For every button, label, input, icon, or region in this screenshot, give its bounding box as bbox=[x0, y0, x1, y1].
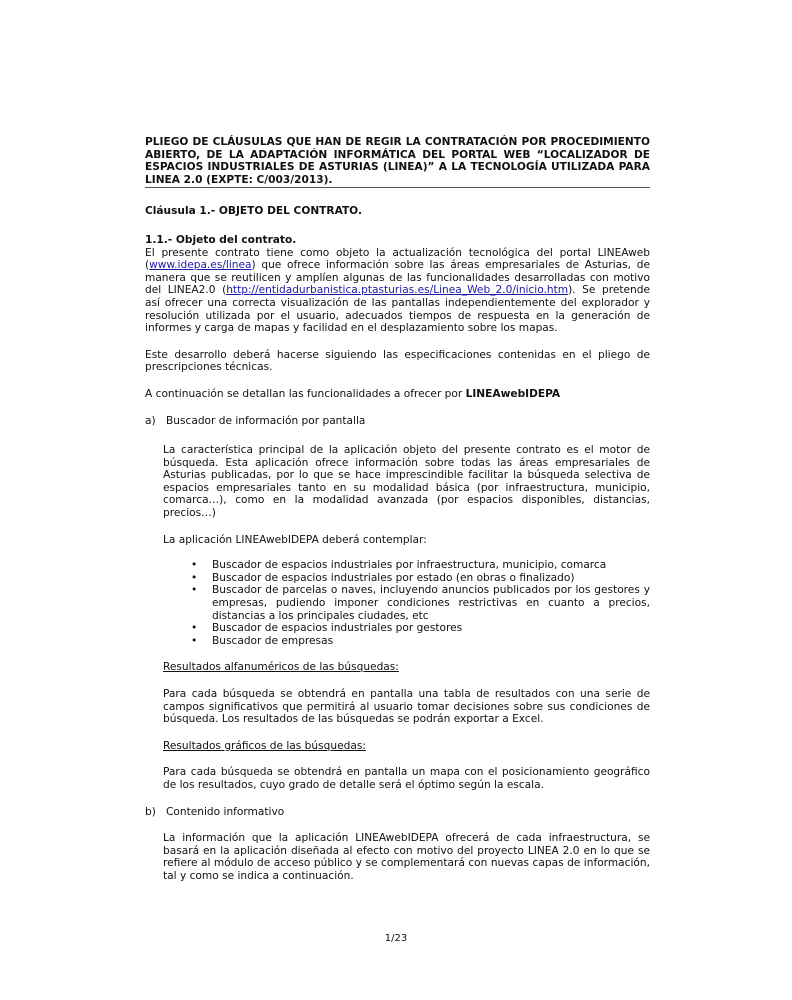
list-item-a bbox=[145, 415, 650, 428]
section-b-content bbox=[163, 832, 650, 882]
list-item bbox=[191, 571, 650, 585]
list-item bbox=[191, 622, 650, 635]
document-page bbox=[145, 136, 650, 883]
paragraph-graficos: Para cada búsqueda se obtendrá en pantalla un mapa con el posicionamiento geográfico de los resultados, cuyo grado de detalle será el óptimo según la escala. bbox=[163, 766, 650, 791]
section-heading: 1.1.- Objeto del contrato. bbox=[145, 233, 297, 246]
subsection-title-alfanumericos: Resultados alfanuméricos de las búsquedas: bbox=[163, 661, 399, 674]
paragraph-desarrollo: Este desarrollo deberá hacerse siguiendo las especificaciones contenidas en el pliego de prescripciones técnicas. bbox=[145, 348, 650, 374]
link-idepa[interactable]: www.idepa.es/linea bbox=[149, 259, 252, 272]
bullet-icon: • bbox=[191, 622, 198, 635]
paragraph-contenido: La información que la aplicación LINEAwebIDEPA ofrecerá de cada infraestructura, se basará en la aplicación diseñada al efecto con motivo del proyecto LINEA 2.0 en lo que se refiere al módulo de acceso público y se complementará con nuevas capas de información, tal y como se indica a continuación. bbox=[163, 832, 650, 882]
item-text: Buscador de información por pantalla bbox=[166, 414, 366, 427]
paragraph-alfanumericos: Para cada búsqueda se obtendrá en pantalla una tabla de resultados con una serie de campos significativos que permitirá al usuario tomar decisiones sobre sus condiciones de búsqueda. Los resultados de las búsquedas se podrán exportar a Excel. bbox=[163, 688, 650, 726]
bullet-icon: • bbox=[191, 634, 198, 647]
item-label: a) bbox=[145, 414, 156, 427]
list-item bbox=[191, 584, 650, 622]
list-item-text: Buscador de espacios industriales por infraestructura, municipio, comarca bbox=[212, 559, 607, 572]
list-item bbox=[191, 559, 650, 572]
item-text: Contenido informativo bbox=[166, 805, 285, 818]
list-item-text: Buscador de parcelas o naves, incluyendo anuncios publicados por los gestores y empresas, pudiendo imponer condiciones restrictivas en cuanto a precios, distancias a los principales ciudades, etc bbox=[212, 584, 650, 622]
document-title: PLIEGO DE CLÁUSULAS QUE HAN DE REGIR LA CONTRATACIÓN POR PROCEDIMIENTO ABIERTO, DE LA ADAPTACIÓN INFORMÁTICA DEL PORTAL WEB “LOCALIZADOR DE ESPACIOS INDUSTRIALES DE ASTURIAS (LINEA)” A LA TECNOLOGÍA UTILIZADA PARA LINEA 2.0 (EXPTE: C/003/2013). bbox=[145, 136, 650, 188]
paragraph-funcionalidades bbox=[145, 388, 650, 401]
clause-heading: Cláusula 1.- OBJETO DEL CONTRATO. bbox=[145, 205, 362, 218]
bullet-icon: • bbox=[191, 559, 198, 572]
bullet-icon: • bbox=[191, 584, 198, 597]
subsection-title-graficos: Resultados gráficos de las búsquedas: bbox=[163, 739, 366, 752]
text-span: A continuación se detallan las funcionalidades a ofrecer por bbox=[145, 387, 466, 400]
section-a-content bbox=[163, 444, 650, 791]
paragraph-contemplar: La aplicación LINEAwebIDEPA deberá contemplar: bbox=[163, 533, 427, 546]
text-span: El presente contrato tiene como objeto la actualización tecnológica del portal LINEAweb ( bbox=[145, 246, 650, 272]
bullet-icon: • bbox=[191, 571, 198, 584]
bullet-list bbox=[163, 559, 650, 647]
paragraph-motor: La característica principal de la aplicación objeto del presente contrato es el motor de búsqueda. Esta aplicación ofrece información sobre todas las áreas empresariales de Asturias publicadas, por lo que se hace imprescindible facilitar la búsqueda selectiva de espacios empresariales tanto en su modalidad básica (por infraestructura, municipio, comarca…), como en la modalidad avanzada (por espacios disponibles, distancias, precios…) bbox=[163, 444, 650, 520]
page-number: 1/23 bbox=[384, 933, 408, 944]
text-span: ) que ofrece información sobre las áreas empresariales de Asturias, de manera que se reutilicen y amplíen algunas de las funcionalidades desarrolladas con motivo del LINEA2.0 ( bbox=[145, 259, 650, 297]
bold-term: LINEAwebIDEPA bbox=[465, 387, 561, 400]
link-linea-web[interactable]: http://entidadurbanistica.ptasturias.es/Linea_Web_2.0/inicio.htm bbox=[226, 284, 569, 297]
list-item-b bbox=[145, 806, 650, 819]
list-item-text: Buscador de espacios industriales por estado (en obras o finalizado) bbox=[212, 571, 575, 584]
paragraph-objeto bbox=[145, 247, 650, 335]
list-item bbox=[191, 634, 650, 648]
item-label: b) bbox=[145, 805, 156, 818]
list-item-text: Buscador de espacios industriales por gestores bbox=[212, 622, 463, 635]
text-span: ). Se pretende así ofrecer una correcta visualización de las pantallas independientemente del explorador y resolución utilizada por el usuario, adecuados tiempos de respuesta en la generación de informes y carga de mapas y facilidad en el desplazamiento sobre los mapas. bbox=[145, 284, 650, 335]
list-item-text: Buscador de empresas bbox=[212, 634, 334, 647]
